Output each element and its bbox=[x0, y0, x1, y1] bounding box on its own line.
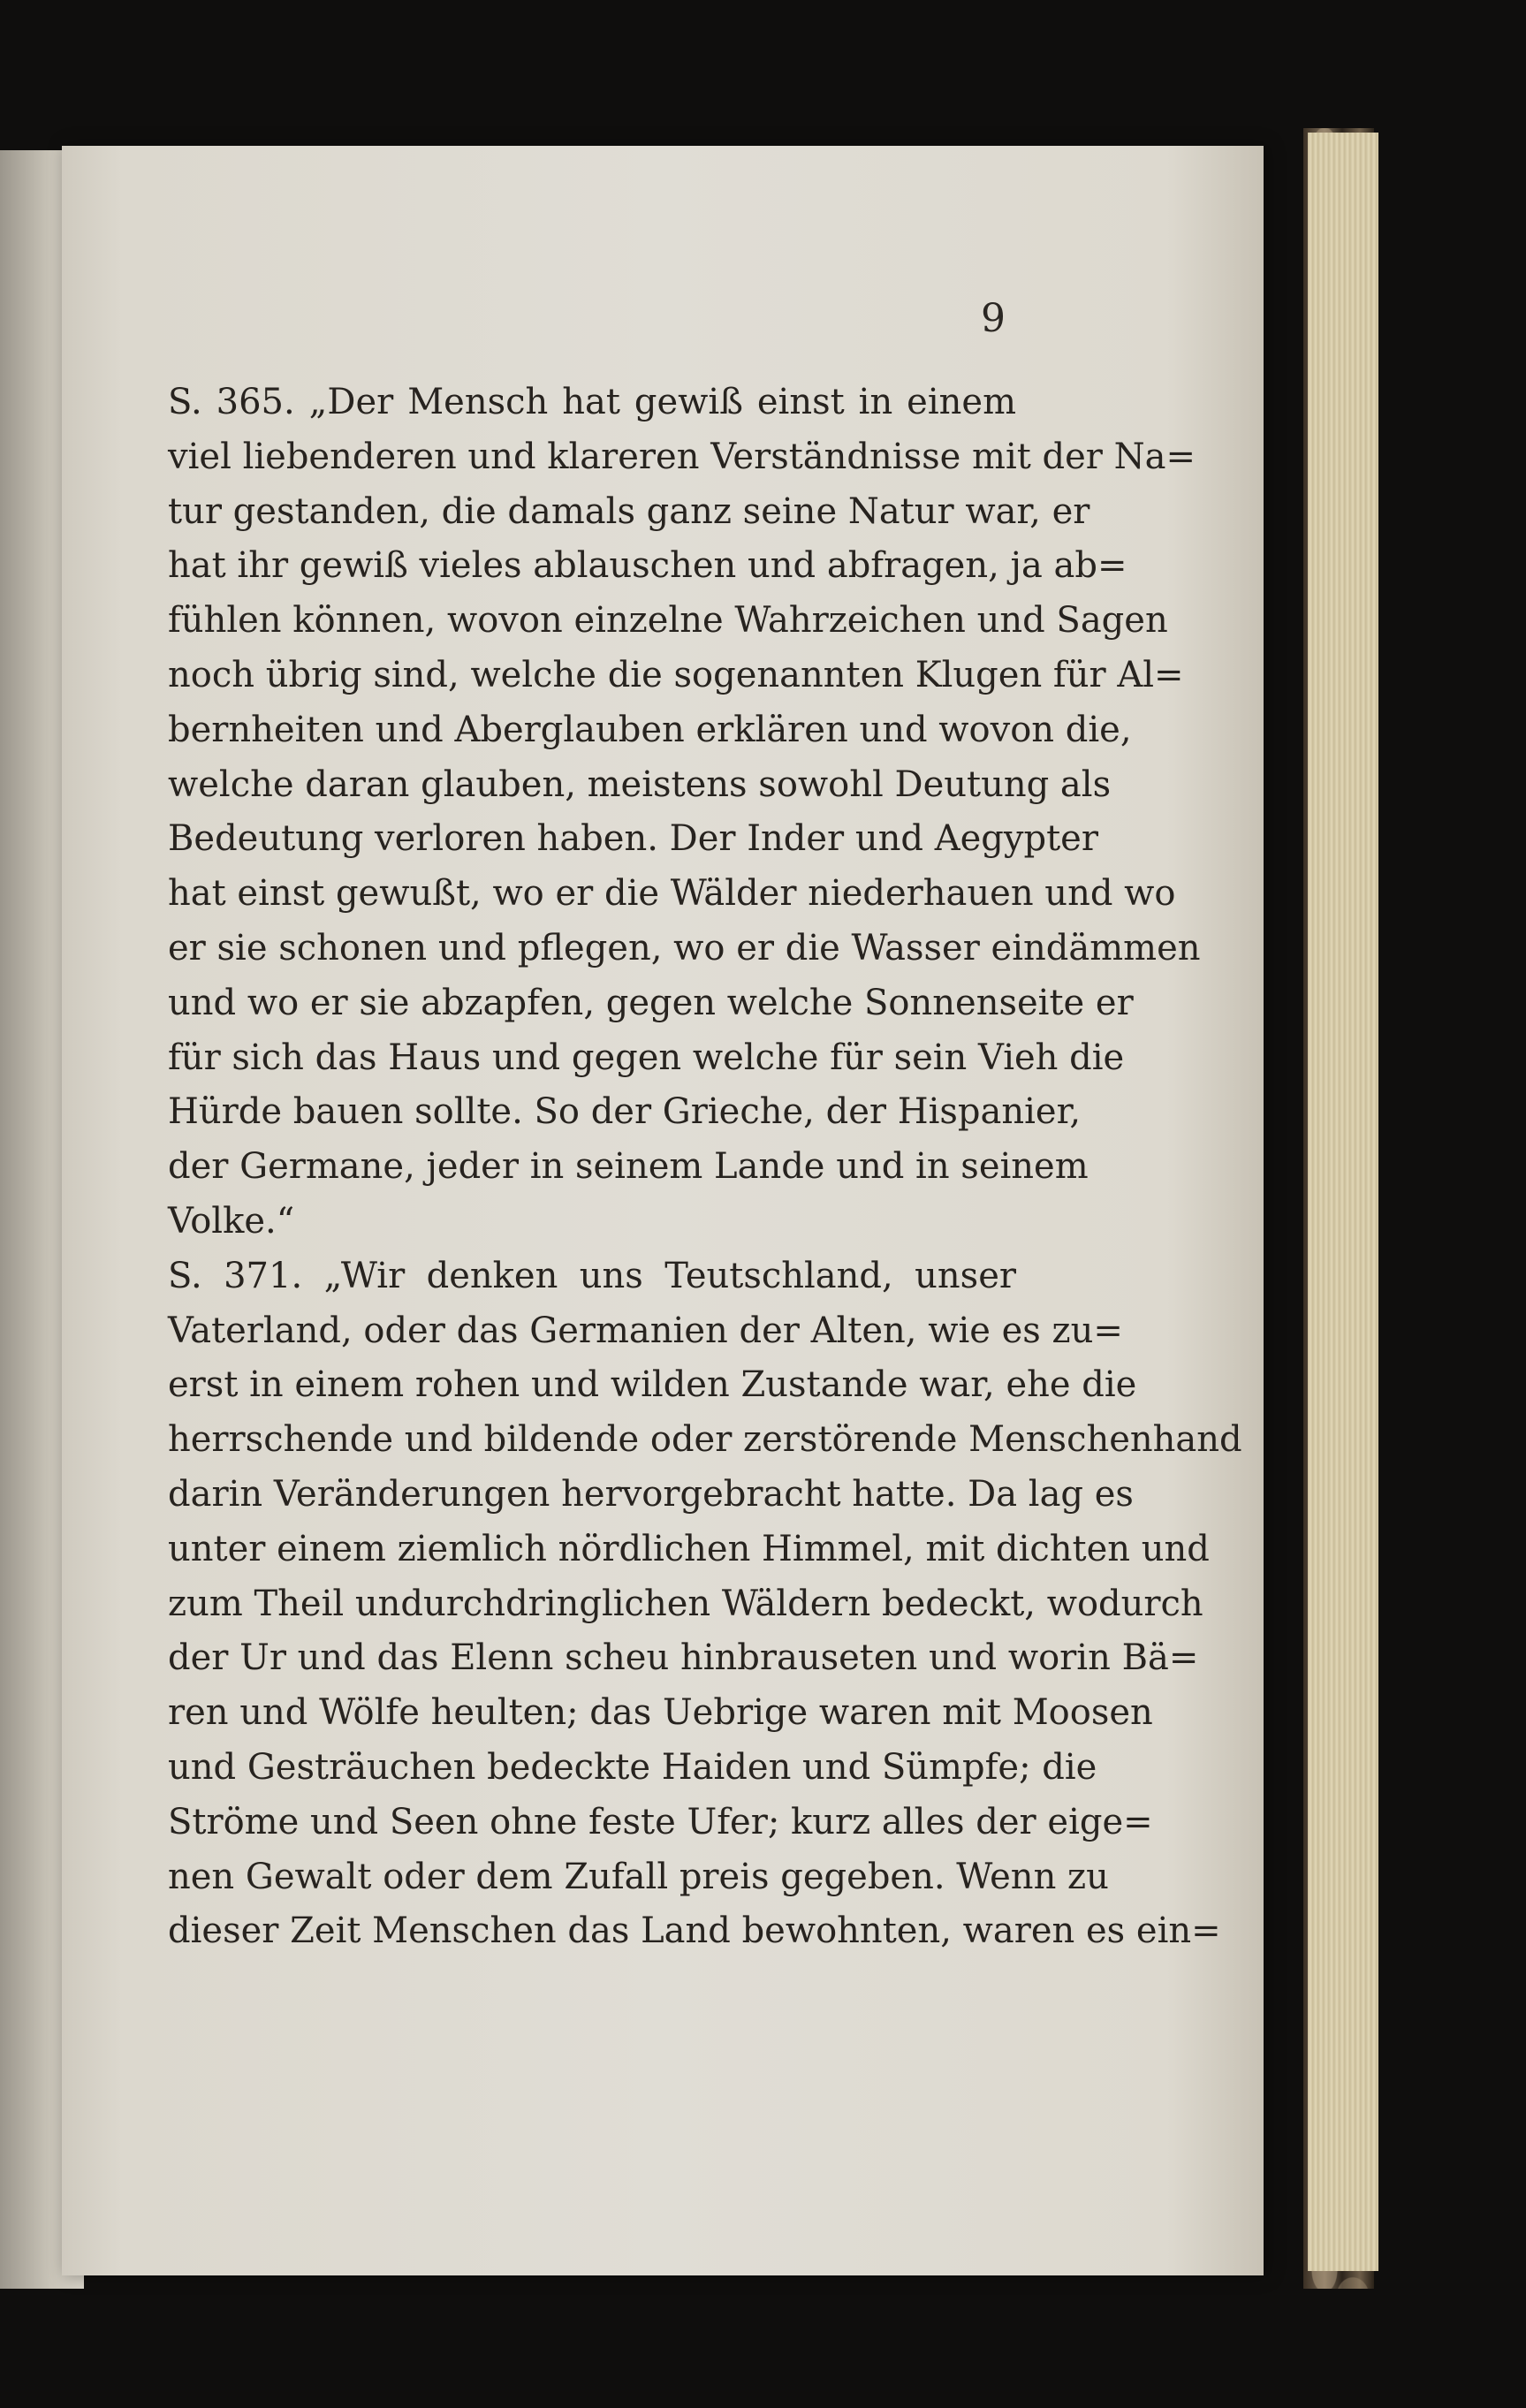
text-line: viel liebenderen und klareren Verständnisse mit der Na= bbox=[168, 436, 1196, 477]
text-line: unter einem ziemlich nördlichen Himmel, mit dichten und bbox=[168, 1528, 1210, 1569]
text-line: herrschende und bildende oder zerstörende Menschenhand bbox=[168, 1419, 1242, 1461]
text-line: Bedeutung verloren haben. Der Inder und Aegypter bbox=[168, 818, 1098, 860]
text-line: der Ur und das Elenn scheu hinbrauseten und worin Bä= bbox=[168, 1637, 1199, 1679]
text-line: darin Veränderungen hervorgebracht hatte. Da lag es bbox=[168, 1473, 1134, 1515]
text-line: zum Theil undurchdringlichen Wäldern bedeckt, wodurch bbox=[168, 1583, 1203, 1624]
text-line: Volke.“ bbox=[168, 1200, 295, 1242]
page-number: 9 bbox=[981, 296, 1006, 341]
text-line: nen Gewalt oder dem Zufall preis gegeben. Wenn zu bbox=[168, 1856, 1109, 1897]
text-line: S. 365. „Der Mensch hat gewiß einst in einem bbox=[168, 382, 1016, 422]
text-line: bernheiten und Aberglauben erklären und wovon die, bbox=[168, 709, 1132, 750]
page-block-edge bbox=[1308, 133, 1378, 2271]
text-line: Vaterland, oder das Germanien der Alten, wie es zu= bbox=[168, 1310, 1123, 1351]
text-line: Hürde bauen sollte. So der Grieche, der Hispanier, bbox=[168, 1091, 1082, 1133]
text-line: und Gesträuchen bedeckte Haiden und Sümpfe; die bbox=[168, 1746, 1097, 1788]
text-line: Ströme und Seen ohne feste Ufer; kurz alles der eige= bbox=[168, 1801, 1153, 1842]
text-line: dieser Zeit Menschen das Land bewohnten, waren es ein= bbox=[168, 1910, 1221, 1952]
text-line: der Germane, jeder in seinem Lande und in seinem bbox=[168, 1146, 1089, 1188]
text-line: welche daran glauben, meistens sowohl Deutung als bbox=[168, 763, 1112, 805]
text-line: fühlen können, wovon einzelne Wahrzeichen und Sagen bbox=[168, 600, 1168, 642]
text-line: er sie schonen und pflegen, wo er die Wasser eindämmen bbox=[168, 927, 1201, 969]
text-line: hat ihr gewiß vieles ablauschen und abfragen, ja ab= bbox=[168, 545, 1127, 587]
page-text bbox=[168, 376, 1242, 1959]
text-line: für sich das Haus und gegen welche für sein Vieh die bbox=[168, 1037, 1125, 1078]
text-line: noch übrig sind, welche die sogenannten Klugen für Al= bbox=[168, 654, 1184, 695]
text-line: und wo er sie abzapfen, gegen welche Sonnenseite er bbox=[168, 982, 1134, 1023]
text-line: ren und Wölfe heulten; das Uebrige waren mit Moosen bbox=[168, 1692, 1153, 1734]
text-line: erst in einem rohen und wilden Zustande war, ehe die bbox=[168, 1364, 1137, 1406]
text-line: S. 371. „Wir denken uns Teutschland, unser bbox=[168, 1255, 1016, 1296]
text-line: tur gestanden, die damals ganz seine Natur war, er bbox=[168, 490, 1090, 532]
text-line: hat einst gewußt, wo er die Wälder niederhauen und wo bbox=[168, 873, 1176, 915]
